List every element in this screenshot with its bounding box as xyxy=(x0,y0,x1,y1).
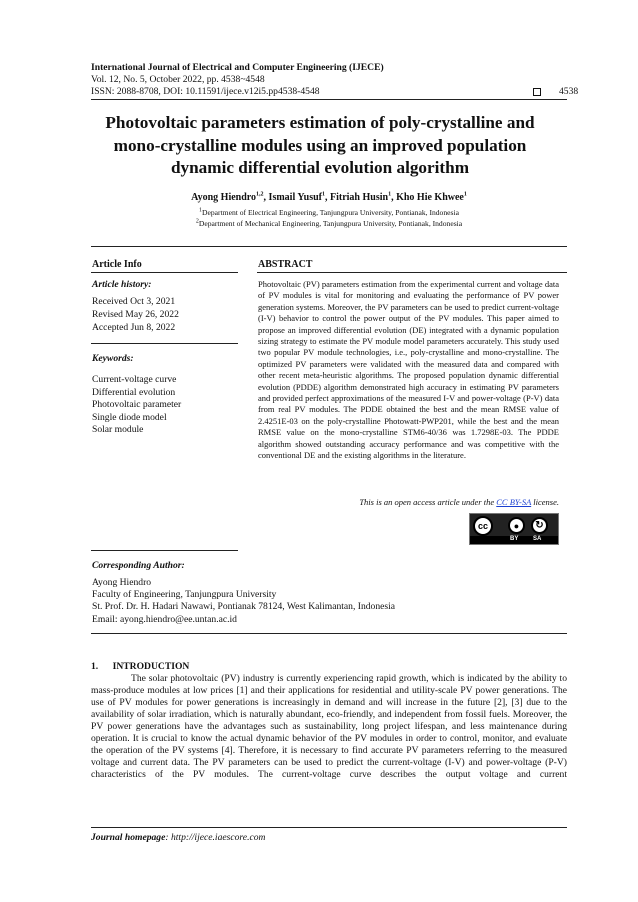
badge-by-label: BY xyxy=(510,536,519,542)
paper-title xyxy=(100,112,540,180)
footer-label: Journal homepage xyxy=(91,832,166,843)
author-name: , Fitriah Husin xyxy=(325,192,389,203)
keyword-list xyxy=(92,374,181,437)
keywords-heading: Keywords: xyxy=(92,353,134,364)
footer xyxy=(91,832,265,843)
corresponding-bottom-rule xyxy=(91,633,567,634)
license-prefix: This is an open access article under the xyxy=(359,497,497,507)
cc-by-sa-link[interactable]: CC BY-SA xyxy=(496,497,532,507)
affiliation-sup: 1 xyxy=(199,207,203,214)
history-received: Received Oct 3, 2021 xyxy=(92,296,176,307)
cc-by-sa-badge[interactable] xyxy=(469,513,559,545)
author-list xyxy=(91,192,567,203)
keyword-item: Photovoltaic parameter xyxy=(92,399,182,411)
corresponding-rule xyxy=(91,550,238,551)
footer-rule xyxy=(91,827,567,828)
introduction-heading: 1. INTRODUCTION xyxy=(91,661,190,672)
author-affil-sup: 1,2 xyxy=(256,191,264,198)
cc-logo-icon: cc xyxy=(473,516,493,536)
introduction-body xyxy=(91,673,567,781)
section-rule xyxy=(91,246,567,247)
share-alike-icon: ↻ xyxy=(531,517,548,534)
abstract-heading: ABSTRACT xyxy=(258,259,313,270)
title-line: dynamic differential evolution algorithm xyxy=(170,158,470,177)
header-rule xyxy=(91,99,567,100)
introduction-paragraph: The solar photovoltaic (PV) industry is currently experiencing rapid growth, which is indicated by the ability to mass-produce modules at low prices [1] and their applications for residential and utility-scale PV power generations. The use of PV modules for power generations is increasingly in demand and will increase in the future [2], [3] due to the availability of solar irradiation, which is naturally abundant, eco-friendly, and independent from fossil fuels. Moreover, the PV power generations have the advantages such as sustainability, long project lifespan, and less maintenance during operation. It is crucial to know the actual dynamic behavior of the PV modules in order to control, monitor, and evaluate the operation of the PV systems [4]. Therefore, it is necessary to find accurate PV parameters referring to the measured voltage and current data. The PV parameters can be used to predict the current-voltage (I-V) and power-voltage (P-V) characteristics of the PV modules. The current-voltage curve describes the output voltage and current xyxy=(91,673,567,780)
author-affil-sup: 1 xyxy=(322,191,325,198)
page-number: 4538 xyxy=(559,86,579,97)
license-statement xyxy=(258,497,559,507)
corresponding-faculty: Faculty of Engineering, Tanjungpura University xyxy=(92,589,277,601)
checkbox-square-icon xyxy=(533,88,541,96)
page-number-block xyxy=(533,86,578,97)
author-name: , Kho Hie Khwee xyxy=(391,192,464,203)
title-line: Photovoltaic parameters estimation of poly-crystalline and xyxy=(105,113,535,132)
keyword-item: Current-voltage curve xyxy=(92,374,177,385)
keyword-item: Single diode model xyxy=(92,411,167,423)
footer-url[interactable]: : http://ijece.iaescore.com xyxy=(165,832,266,843)
article-info-rule xyxy=(91,272,238,273)
title-line: mono-crystalline modules using an improved population xyxy=(113,135,527,155)
affiliation-text: Department of Mechanical Engineering, Tanjungpura University, Pontianak, Indonesia xyxy=(198,219,463,228)
author-affil-sup: 1 xyxy=(463,191,467,198)
author-name: Ayong Hiendro xyxy=(191,192,257,203)
history-revised: Revised May 26, 2022 xyxy=(92,309,179,320)
corresponding-details xyxy=(92,577,395,626)
abstract-rule xyxy=(257,272,567,273)
corresponding-address: St. Prof. Dr. H. Hadari Nawawi, Pontianak 78124, West Kalimantan, Indonesia xyxy=(92,601,396,613)
journal-issn-doi: ISSN: 2088-8708, DOI: 10.11591/ijece.v12i5.pp4538-4548 xyxy=(91,86,320,97)
abstract-body: Photovoltaic (PV) parameters estimation from the experimental current and voltage data of PV modules is vital for monitoring and evaluating the performance of PV power generation systems. Moreover, the PV parameters can be used to predict current-voltage (I-V) behavior to control the power output of the PV modules. This paper aimed to propose an improved differential evolution (DE) integrated with a dynamic population sizing strategy to estimate the PV module model parameters accurately. This study used two popular PV module technologies, i.e., poly-crystalline and mono-crystalline. The optimized PV parameters were validated with the measured data and compared with other recent meta-heuristic algorithms. The proposed population dynamic differential evolution (PDDE) algorithm demonstrated high accuracy in estimating PV parameters and provided perfect approximations of the measured I-V and power-voltage (P-V) data from real PV modules. The PDDE obtained the best and the mean RMSE value of 2.4251E-03 on the poly-crystalline Photowatt-PWP201, while the best and the mean RMSE value on the mono-crystalline STM6-40/36 was 1.7298E-03. The PDDE algorithm showed outstanding accuracy performance and was competitive with the conventional DE and the existing algorithms in the literature. xyxy=(258,279,559,461)
article-history-heading: Article history: xyxy=(92,279,152,290)
keyword-item: Solar module xyxy=(92,424,144,436)
affiliation-text: Department of Electrical Engineering, Tanjungpura University, Pontianak, Indonesia xyxy=(202,208,459,217)
affiliation xyxy=(91,219,567,228)
journal-name: International Journal of Electrical and Computer Engineering (IJECE) xyxy=(91,62,384,73)
article-info-heading: Article Info xyxy=(92,259,142,270)
author-name: , Ismail Yusuf xyxy=(263,192,322,203)
keywords-rule xyxy=(91,343,238,344)
attribution-person-icon: ● xyxy=(508,517,525,534)
corresponding-heading: Corresponding Author: xyxy=(92,560,185,571)
keyword-item: Differential evolution xyxy=(92,386,176,398)
affiliation-sup: 2 xyxy=(195,218,199,225)
badge-label-bar xyxy=(470,536,558,544)
affiliation xyxy=(91,208,567,217)
corresponding-name: Ayong Hiendro xyxy=(92,577,152,588)
journal-volume: Vol. 12, No. 5, October 2022, pp. 4538~4548 xyxy=(91,74,265,85)
author-affil-sup: 1 xyxy=(388,191,392,198)
corresponding-email: Email: ayong.hiendro@ee.untan.ac.id xyxy=(92,613,237,625)
history-accepted: Accepted Jun 8, 2022 xyxy=(92,322,176,333)
badge-sa-label: SA xyxy=(533,536,542,542)
license-suffix: license. xyxy=(531,497,559,507)
